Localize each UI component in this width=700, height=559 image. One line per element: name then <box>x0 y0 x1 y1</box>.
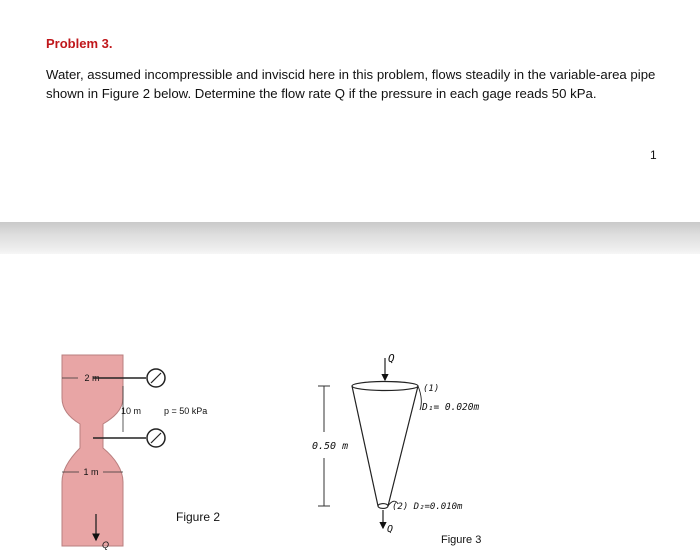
width-label-1m: 1 m <box>83 467 99 477</box>
flow-label-fig2: Q <box>102 540 110 550</box>
funnel-top <box>352 382 418 391</box>
flow-label-in: Q <box>388 352 395 365</box>
figure-2-caption: Figure 2 <box>176 510 221 524</box>
figure-3 <box>312 352 481 546</box>
d1-label: D₁= 0.020m <box>422 402 480 413</box>
figure-3-caption: Figure 3 <box>441 534 482 546</box>
section-1-label: (1) <box>423 384 440 394</box>
width-label-2m: 2 m <box>84 373 100 383</box>
page-number: 1 <box>650 148 657 162</box>
funnel-bottom <box>378 504 388 509</box>
funnel-walls <box>352 386 418 506</box>
problem-title: Problem 3. <box>46 36 113 51</box>
pressure-gage-lower <box>147 429 165 447</box>
d2-label: (2) D₂=0.010m <box>392 502 463 512</box>
height-label-10m: 10 m <box>121 406 142 416</box>
height-label-fig3: 0.50 m <box>312 441 349 452</box>
figure-2 <box>62 355 220 550</box>
problem-statement: Water, assumed incompressible and inviscid here in this problem, flows steadily in the variable-area pipe shown in Figure 2 below. Determine the flow rate Q if the pressure in each gage reads 50 kPa. <box>46 67 656 101</box>
pressure-gage-upper <box>147 369 165 387</box>
pressure-label: p = 50 kPa <box>164 406 208 416</box>
leader-d1 <box>418 386 421 410</box>
flow-label-out: Q <box>387 524 394 535</box>
